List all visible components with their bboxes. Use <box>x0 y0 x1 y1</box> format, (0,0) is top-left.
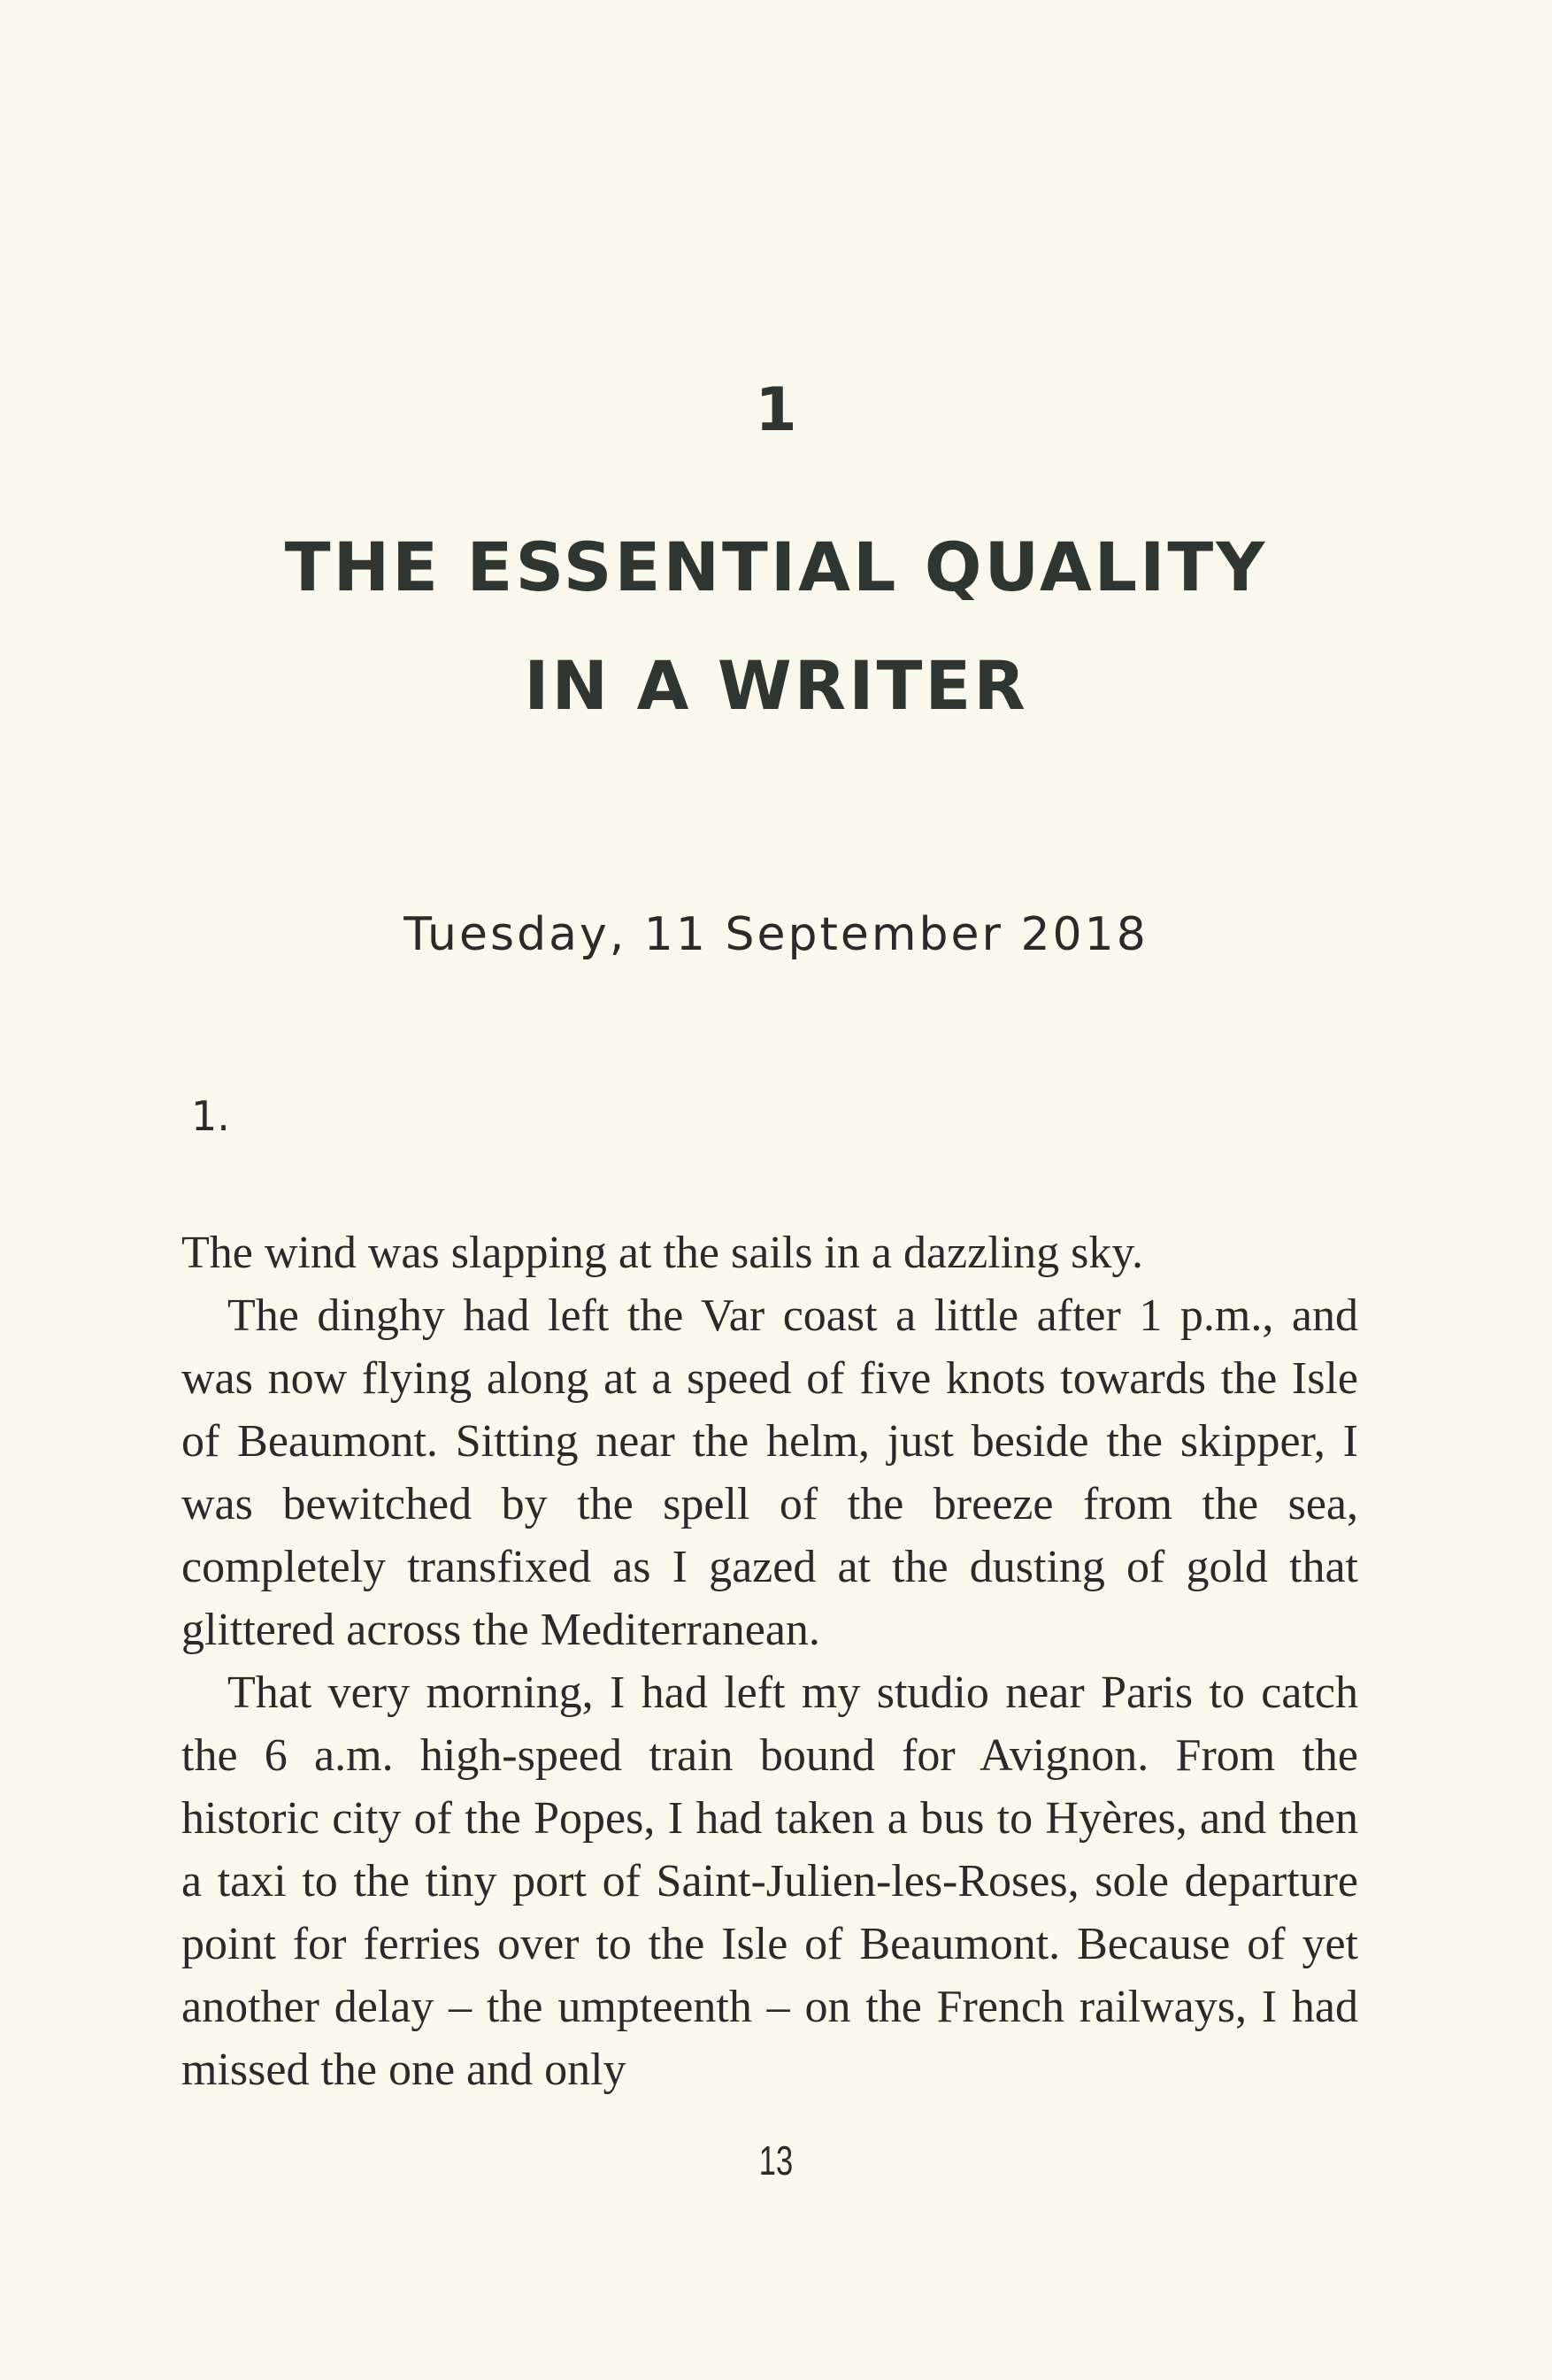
paragraph-3: That very morning, I had left my studio near Paris to catch the 6 a.m. high-speed train bound for Avignon. From the historic city of the Popes, I had taken a bus to Hyères, and then a taxi to the tiny port of Saint-Julien-les-Roses, sole departure point for ferries over to the Isle of Beaumont. Because of yet another delay – the umpteenth – on the French railways, I had missed the one and only <box>181 1668 1358 2095</box>
paragraph-2: The dinghy had left the Var coast a little after 1 p.m., and was now flying along at a speed of five knots towards the Isle of Beaumont. Sitting near the helm, just beside the skipper, I was bewitched by the spell of the breeze from the sea, completely transfixed as I gazed at the dusting of gold that glittered across the Mediterranean. <box>181 1290 1358 1655</box>
body-text <box>181 1221 1358 2101</box>
chapter-title-line-2: IN A WRITER <box>524 646 1028 725</box>
paragraph-1: The wind was slapping at the sails in a dazzling sky. <box>181 1228 1143 1278</box>
chapter-title <box>0 508 1552 745</box>
chapter-title-line-1: THE ESSENTIAL QUALITY <box>284 528 1268 606</box>
page-number: 13 <box>758 2137 794 2184</box>
chapter-number: 1 <box>755 375 797 445</box>
section-number: 1. <box>191 1092 230 1140</box>
date-heading: Tuesday, 11 September 2018 <box>403 908 1149 961</box>
